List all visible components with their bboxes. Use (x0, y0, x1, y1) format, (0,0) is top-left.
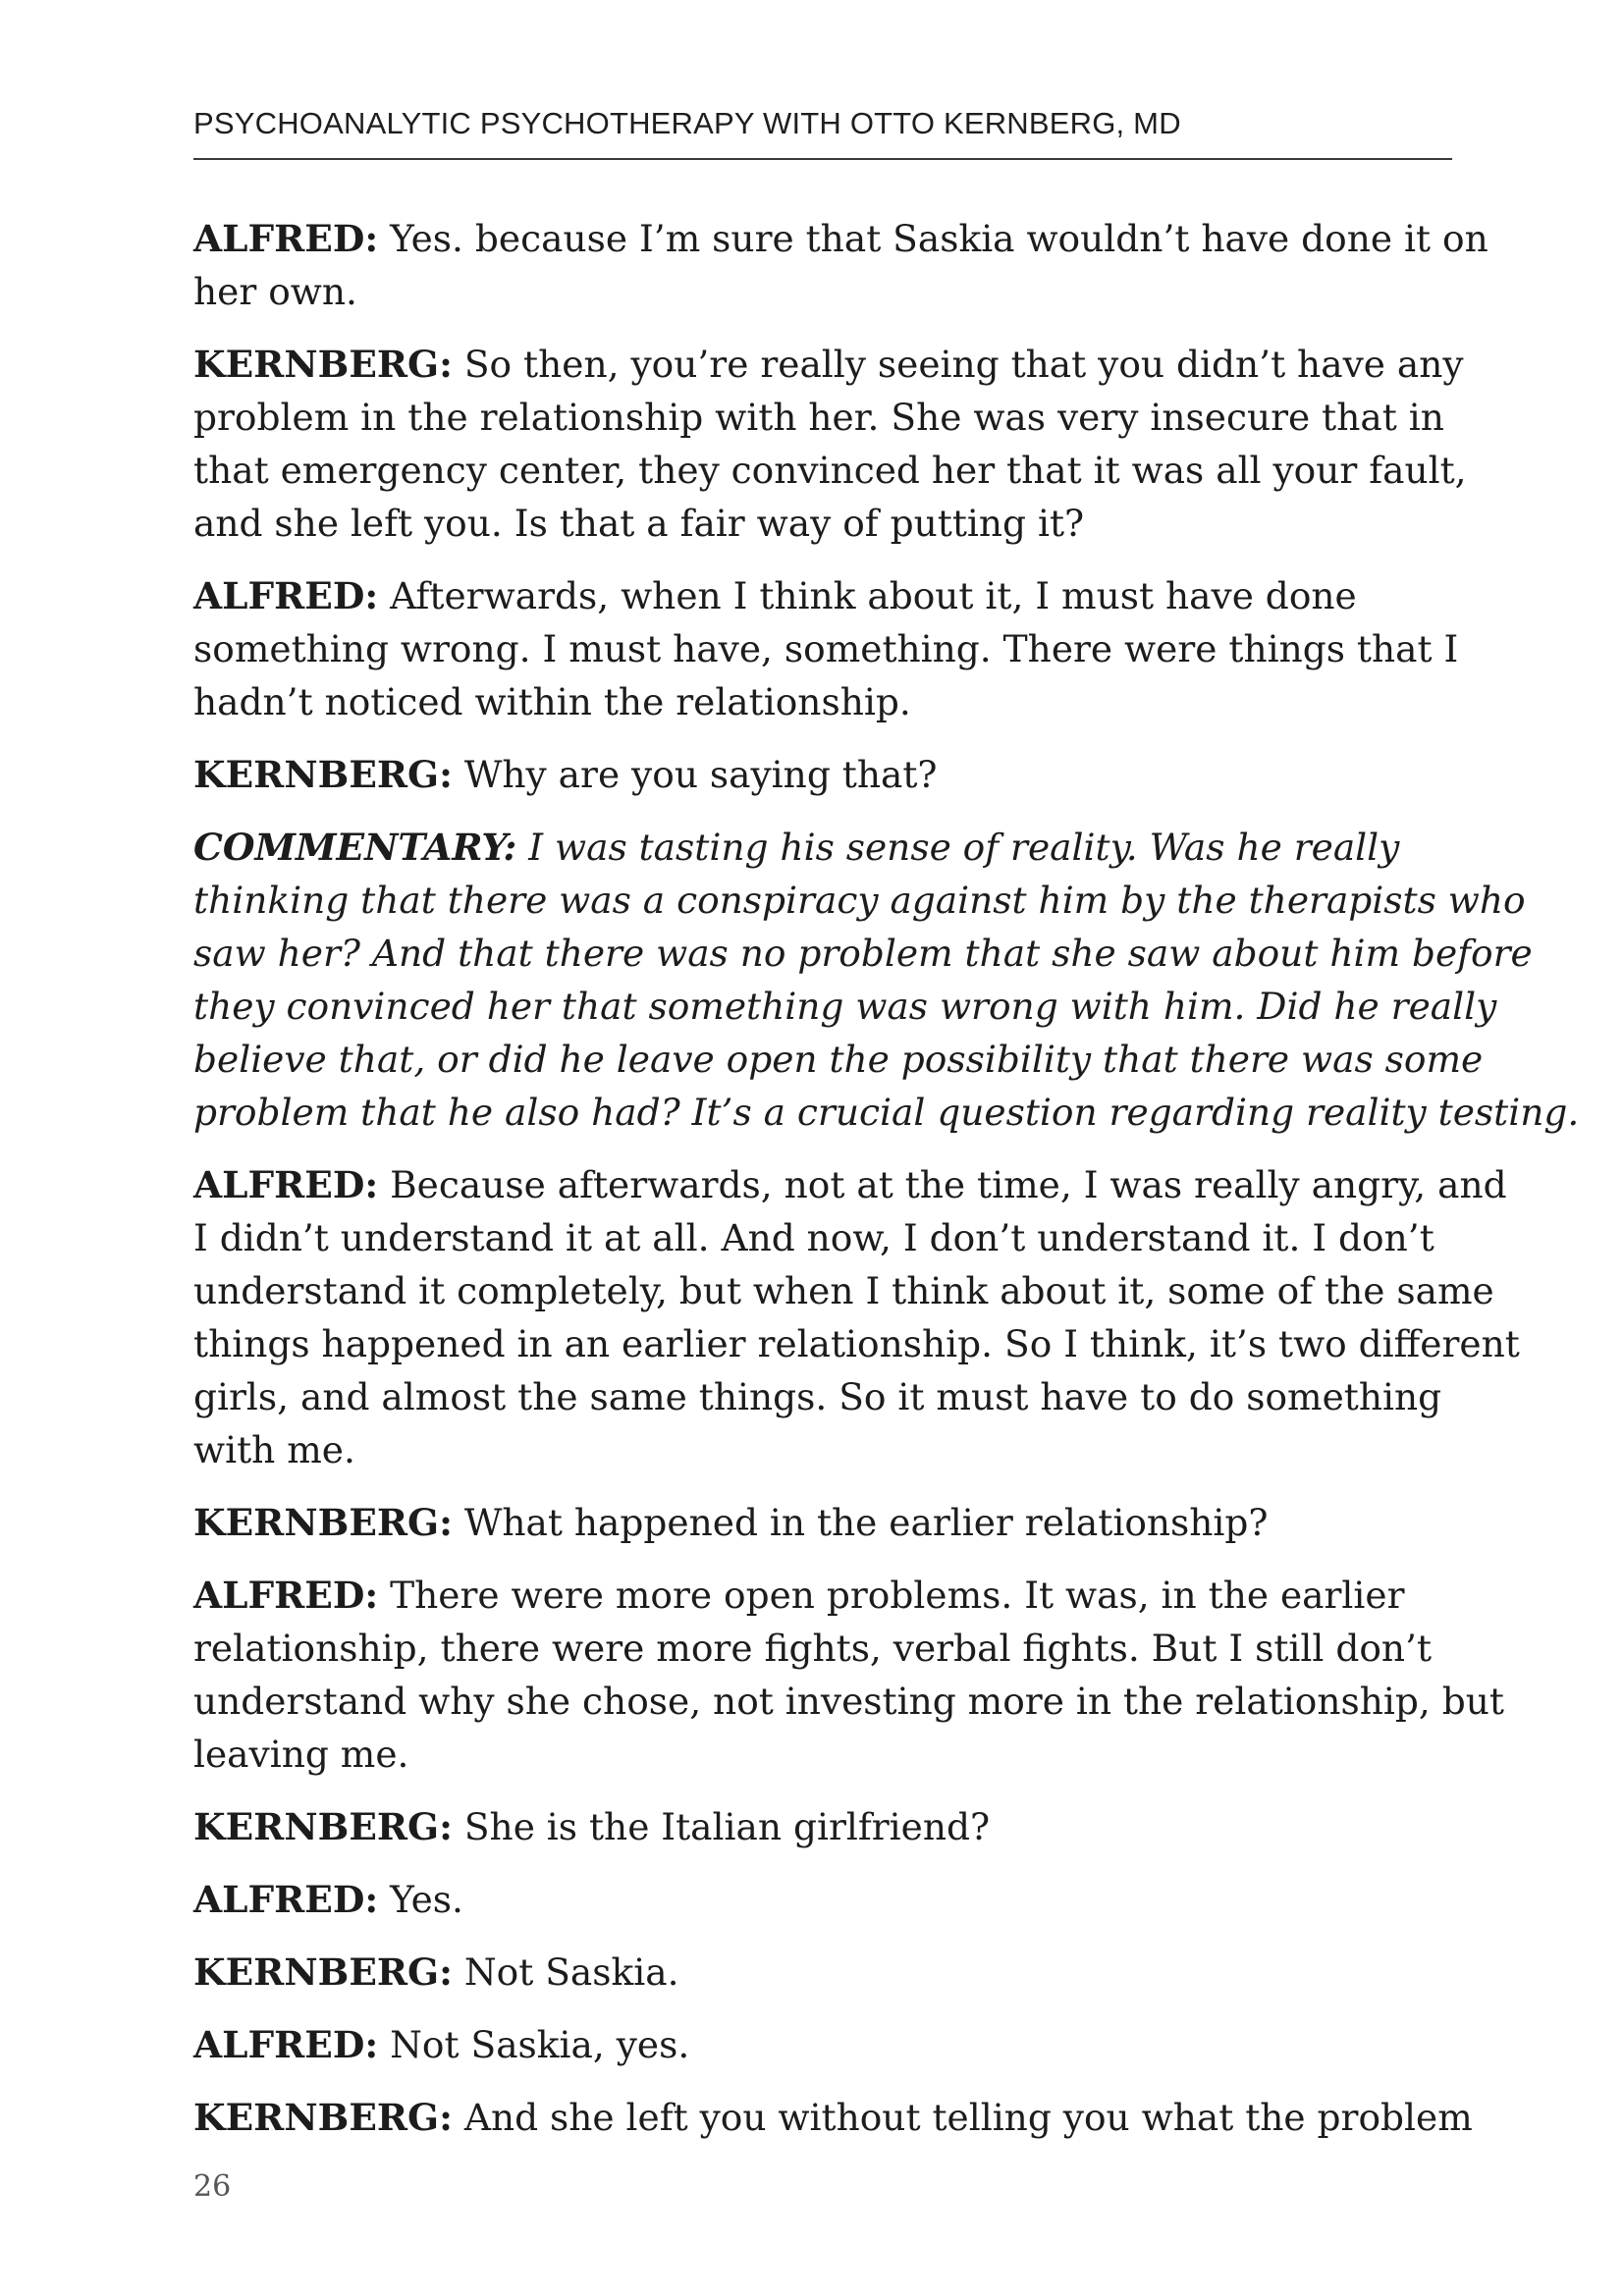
text-line: hadn’t noticed within the relationship. (193, 680, 911, 723)
utterance-text: Why are you saying that? (452, 753, 938, 796)
commentary-label: COMMENTARY: (193, 826, 517, 869)
text-line: understand it completely, but when I think about it, some of the same (193, 1269, 1494, 1312)
running-header: PSYCHOANALYTIC PSYCHOTHERAPY WITH OTTO KERNBERG, MD (193, 106, 1181, 140)
utterance-text: And she left you without telling you what the problem (452, 2096, 1473, 2139)
text-line: understand why she chose, not investing more in the relationship, but (193, 1680, 1504, 1723)
speaker-label: ALFRED: (193, 574, 379, 617)
text-line: and she left you. Is that a fair way of putting it? (193, 502, 1085, 545)
text-line (193, 569, 1460, 622)
text-line: problem that he also had? It’s a crucial question regarding reality testing. (193, 1091, 1580, 1134)
page-number: 26 (193, 2169, 232, 2204)
text-line (193, 748, 1460, 801)
dialogue-paragraph (193, 338, 1467, 550)
speaker-label: KERNBERG: (193, 753, 453, 796)
speaker-label: KERNBERG: (193, 1950, 453, 1994)
text-line (193, 2018, 1460, 2071)
text-line: thinking that there was a conspiracy against him by the therapists who (193, 879, 1526, 922)
dialogue-paragraph (193, 1569, 1504, 1781)
commentary-text: I was tasting his sense of reality. Was he really (516, 826, 1400, 869)
text-line (193, 2091, 1473, 2144)
speaker-label: ALFRED: (193, 1574, 379, 1617)
speaker-label: KERNBERG: (193, 1805, 453, 1848)
text-line: relationship, there were more fights, verbal fights. But I still don’t (193, 1627, 1433, 1670)
speaker-label: ALFRED: (193, 1878, 379, 1921)
header-rule (193, 158, 1452, 160)
dialogue-paragraph (193, 569, 1460, 728)
text-line (193, 1496, 1460, 1549)
dialogue-paragraph (193, 1873, 1460, 1926)
text-line: with me. (193, 1428, 355, 1471)
utterance-text: So then, you’re really seeing that you didn’t have any (452, 343, 1464, 386)
utterance-text: There were more open problems. It was, in the earlier (378, 1574, 1405, 1617)
speaker-label: ALFRED: (193, 1163, 379, 1206)
text-line: saw her? And that there was no problem that she saw about him before (193, 932, 1533, 975)
speaker-label: KERNBERG: (193, 1501, 453, 1544)
text-line (193, 212, 1488, 265)
dialogue-paragraph (193, 1158, 1520, 1476)
dialogue-paragraph (193, 748, 1460, 801)
speaker-label: KERNBERG: (193, 343, 453, 386)
text-line: her own. (193, 270, 357, 313)
utterance-text: Not Saskia. (452, 1950, 679, 1994)
dialogue-paragraph (193, 212, 1488, 318)
utterance-text: Yes. because I’m sure that Saskia wouldn’t have done it on (378, 217, 1488, 260)
text-line (193, 1158, 1507, 1211)
dialogue-paragraph (193, 1946, 1460, 1999)
text-line (193, 1873, 1460, 1926)
utterance-text: Afterwards, when I think about it, I must have done (378, 574, 1357, 617)
dialogue-paragraph (193, 1800, 1460, 1853)
transcript-body (193, 212, 1580, 2163)
text-line (193, 1800, 1460, 1853)
text-line: girls, and almost the same things. So it must have to do something (193, 1375, 1442, 1418)
speaker-label: ALFRED: (193, 2023, 379, 2066)
text-line: believe that, or did he leave open the possibility that there was some (193, 1038, 1484, 1081)
text-line: leaving me. (193, 1733, 409, 1776)
dialogue-paragraph (193, 1496, 1460, 1549)
text-line (193, 338, 1464, 391)
utterance-text: Not Saskia, yes. (378, 2023, 690, 2066)
dialogue-paragraph (193, 2018, 1460, 2071)
text-line (193, 1946, 1460, 1999)
text-line: that emergency center, they convinced her that it was all your fault, (193, 449, 1467, 492)
text-line (193, 821, 1460, 874)
commentary-paragraph (193, 821, 1580, 1139)
text-line: I didn’t understand it at all. And now, I don’t understand it. I don’t (193, 1216, 1434, 1259)
text-line: problem in the relationship with her. She was very insecure that in (193, 396, 1444, 439)
text-line: something wrong. I must have, something. There were things that I (193, 627, 1459, 670)
dialogue-paragraph (193, 2091, 1473, 2144)
speaker-label: ALFRED: (193, 217, 379, 260)
text-line (193, 1569, 1460, 1622)
speaker-label: KERNBERG: (193, 2096, 453, 2139)
utterance-text: She is the Italian girlfriend? (452, 1805, 991, 1848)
text-line: they convinced her that something was wrong with him. Did he really (193, 985, 1497, 1028)
utterance-text: What happened in the earlier relationship? (452, 1501, 1269, 1544)
utterance-text: Because afterwards, not at the time, I was really angry, and (378, 1163, 1507, 1206)
text-line: things happened in an earlier relationship. So I think, it’s two different (193, 1322, 1520, 1365)
utterance-text: Yes. (378, 1878, 463, 1921)
